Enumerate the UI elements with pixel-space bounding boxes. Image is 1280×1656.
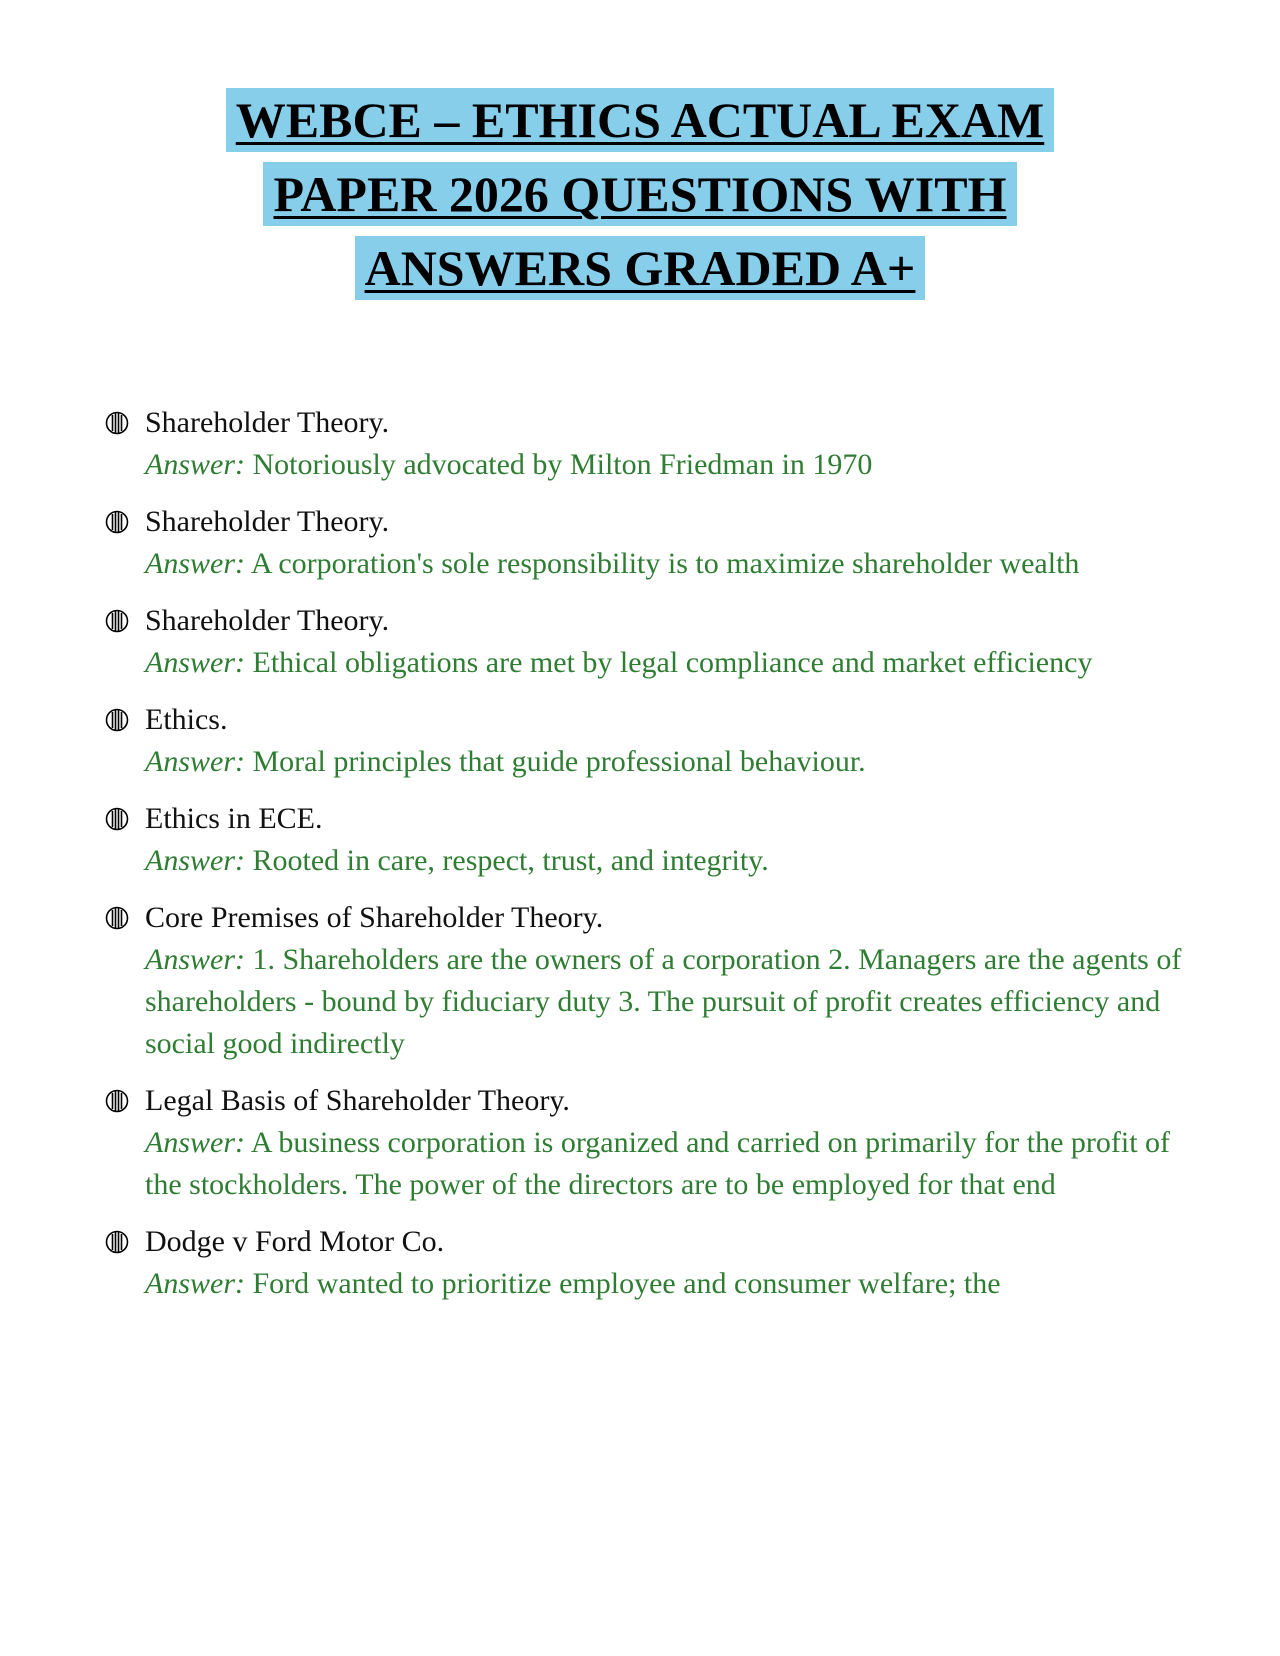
title-line-2: PAPER 2026 QUESTIONS WITH [263, 162, 1016, 226]
qa-item [105, 402, 1185, 486]
striped-circle-icon [105, 510, 129, 534]
striped-circle-icon [105, 1089, 129, 1113]
answer-text [145, 1122, 1185, 1206]
striped-circle-icon [105, 1230, 129, 1254]
question-answer-list [105, 402, 1185, 1320]
answer-text [145, 642, 1185, 684]
title-line-3: ANSWERS GRADED A+ [355, 236, 926, 300]
qa-item [105, 798, 1185, 882]
document-title [0, 88, 1280, 310]
answer-text [145, 741, 1185, 783]
question-text: Ethics in ECE. [145, 802, 323, 835]
answer-text [145, 444, 1185, 486]
answer-body: Ethical obligations are met by legal compliance and market efficiency [252, 646, 1093, 679]
answer-text [145, 1263, 1185, 1305]
answer-text [145, 939, 1185, 1065]
question-text: Dodge v Ford Motor Co. [145, 1225, 445, 1258]
striped-circle-icon [105, 807, 129, 831]
answer-label: Answer: [145, 943, 245, 976]
qa-item [105, 699, 1185, 783]
answer-label: Answer: [145, 745, 245, 778]
answer-label: Answer: [145, 646, 245, 679]
answer-body: A corporation's sole responsibility is to maximize shareholder wealth [250, 547, 1080, 580]
answer-label: Answer: [145, 547, 245, 580]
answer-label: Answer: [145, 844, 245, 877]
answer-label: Answer: [145, 448, 245, 481]
answer-body: Ford wanted to prioritize employee and consumer welfare; the [252, 1267, 1001, 1300]
answer-label: Answer: [145, 1126, 245, 1159]
question-text: Core Premises of Shareholder Theory. [145, 901, 604, 934]
answer-body: Rooted in care, respect, trust, and integrity. [252, 844, 769, 877]
striped-circle-icon [105, 411, 129, 435]
striped-circle-icon [105, 609, 129, 633]
answer-body: Notoriously advocated by Milton Friedman in 1970 [252, 448, 873, 481]
answer-body: A business corporation is organized and carried on primarily for the profit of the stockholders. The power of the directors are to be employed for that end [145, 1126, 1171, 1201]
answer-text [145, 543, 1185, 585]
answer-label: Answer: [145, 1267, 245, 1300]
question-text: Shareholder Theory. [145, 406, 390, 439]
qa-item [105, 501, 1185, 585]
qa-item [105, 1221, 1185, 1305]
striped-circle-icon [105, 906, 129, 930]
qa-item [105, 1080, 1185, 1206]
question-text: Legal Basis of Shareholder Theory. [145, 1084, 570, 1117]
answer-body: 1. Shareholders are the owners of a corporation 2. Managers are the agents of shareholders - bound by fiduciary duty 3. The pursuit of profit creates efficiency and social good indirectly [145, 943, 1182, 1060]
qa-item [105, 897, 1185, 1065]
question-text: Shareholder Theory. [145, 505, 390, 538]
qa-item [105, 600, 1185, 684]
striped-circle-icon [105, 708, 129, 732]
title-line-1: WEBCE – ETHICS ACTUAL EXAM [226, 88, 1055, 152]
answer-text [145, 840, 1185, 882]
question-text: Ethics. [145, 703, 228, 736]
question-text: Shareholder Theory. [145, 604, 390, 637]
answer-body: Moral principles that guide professional behaviour. [252, 745, 866, 778]
